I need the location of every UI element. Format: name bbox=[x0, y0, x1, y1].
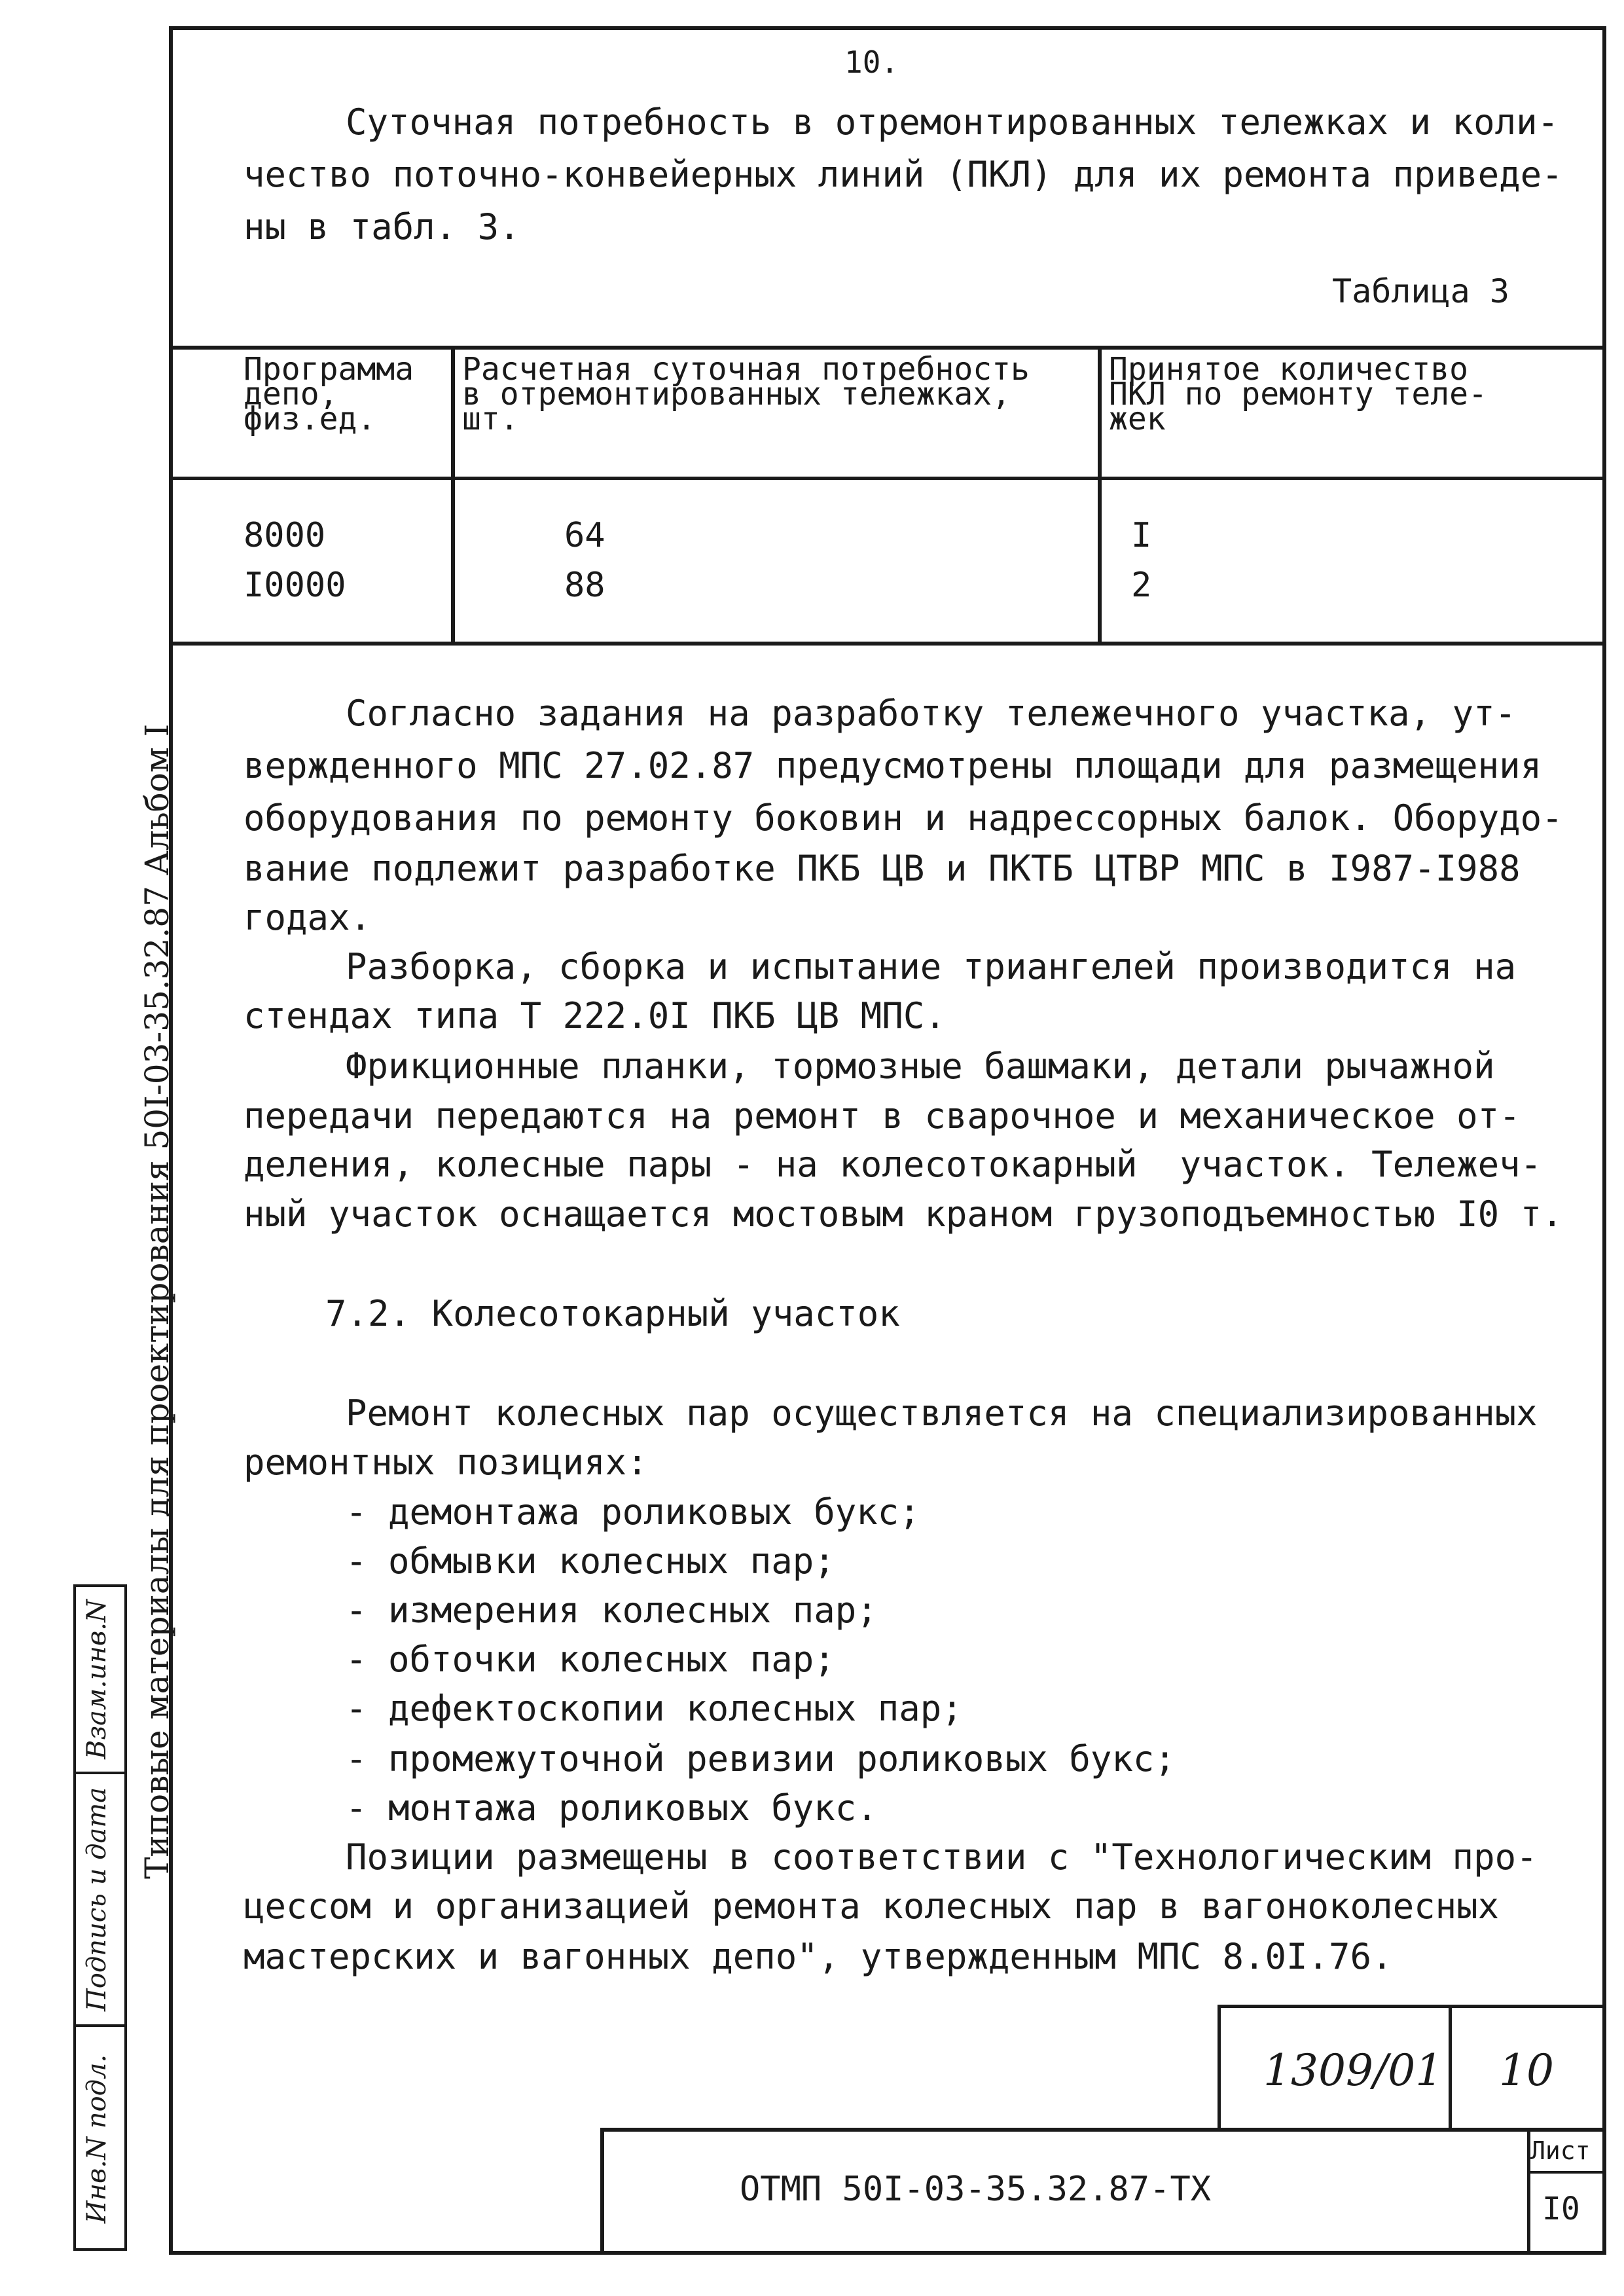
stamp-handwritten-sheet: 10 bbox=[1499, 2045, 1554, 2096]
paragraph-1-line-2: вержденного МПС 27.02.87 предусмотрены площади для размещения bbox=[244, 745, 1542, 786]
paragraph-3-line-3: деления, колесные пары - на колесотокарный участок. Тележеч- bbox=[244, 1144, 1542, 1185]
list-item: - обмывки колесных пар; bbox=[346, 1540, 835, 1582]
paragraph-1-line-4: вание подлежит разработке ПКБ ЦВ и ПКТБ ЦТВР МПС в I987-I988 bbox=[244, 848, 1521, 889]
stamp-doc-code: ОТМП 50I-03-35.32.87-ТХ bbox=[740, 2170, 1212, 2209]
paragraph-2-line-1: Разборка, сборка и испытание триангелей производится на bbox=[346, 946, 1517, 987]
stamp-sheet-label: Лист bbox=[1530, 2136, 1591, 2165]
stamp-title-border bbox=[600, 2128, 1602, 2132]
table-row-1-program: 8000 bbox=[244, 516, 326, 555]
side-text: Типовые материалы для проектирования 50I-03-35.32.87 Альбом I bbox=[138, 723, 176, 1879]
paragraph-3-line-2: передачи передаются на ремонт в сварочное и механическое от- bbox=[244, 1095, 1521, 1137]
list-item: - демонтажа роликовых букс; bbox=[346, 1491, 920, 1533]
table-row-2-program: I0000 bbox=[244, 566, 346, 605]
page-number-top: 10. bbox=[844, 45, 899, 80]
paragraph-1-line-3: оборудования по ремонту боковин и надрессорных балок. Оборудо- bbox=[244, 797, 1563, 839]
stamp-handwritten-number: 1309/01 bbox=[1263, 2045, 1443, 2096]
paragraph-5-line-1: Позиции размещены в соответствии с "Технологическим про- bbox=[346, 1836, 1538, 1878]
paragraph-5-line-3: мастерских и вагонных депо", утвержденным МПС 8.0I.76. bbox=[244, 1936, 1393, 1977]
stamp-title-left-border bbox=[600, 2128, 604, 2251]
table-row-2-lines: 2 bbox=[1131, 566, 1152, 605]
paragraph-4-line-1: Ремонт колесных пар осуществляется на специализированных bbox=[346, 1393, 1538, 1434]
table-header-program: Программа депо, физ.ед. bbox=[244, 351, 414, 437]
table-header-demand: Расчетная суточная потребность в отремонтированных тележках, шт. bbox=[462, 351, 1030, 437]
list-item: - обточки колесных пар; bbox=[346, 1639, 835, 1680]
paragraph-3-line-1: Фрикционные планки, тормозные башмаки, детали рычажной bbox=[346, 1046, 1495, 1087]
table-top-border bbox=[169, 346, 1602, 350]
table-header-separator bbox=[169, 477, 1602, 480]
intro-line-2: чество поточно-конвейерных линий (ПКЛ) для их ремонта приведе- bbox=[244, 154, 1563, 195]
paragraph-4-line-2: ремонтных позициях: bbox=[244, 1442, 648, 1483]
stamp-left-border bbox=[1218, 2005, 1221, 2129]
list-item: - промежуточной ревизии роликовых букс; bbox=[346, 1738, 1176, 1779]
stamp-top-border bbox=[1218, 2005, 1602, 2008]
paragraph-1-line-1: Согласно задания на разработку тележечного участка, ут- bbox=[346, 693, 1517, 734]
table-row-1-lines: I bbox=[1131, 516, 1152, 555]
paragraph-5-line-2: цессом и организацией ремонта колесных пар в вагоноколесных bbox=[244, 1886, 1500, 1927]
side-stamp-box-signature bbox=[73, 1772, 127, 2027]
stamp-divider bbox=[1449, 2005, 1452, 2129]
table-col-divider-1 bbox=[451, 346, 455, 646]
list-item: - измерения колесных пар; bbox=[346, 1590, 878, 1631]
stamp-sheet-number: I0 bbox=[1542, 2191, 1580, 2227]
side-stamp-label: Взам.инв.N bbox=[82, 1599, 112, 1760]
paragraph-1-line-5: годах. bbox=[244, 897, 372, 938]
section-heading: 7.2. Колесотокарный участок bbox=[325, 1293, 900, 1334]
paragraph-2-line-2: стендах типа Т 222.0I ПКБ ЦВ МПС. bbox=[244, 995, 946, 1036]
side-stamp-label: Подпись и дата bbox=[82, 1787, 112, 2012]
side-stamp-box-inventory bbox=[73, 2024, 127, 2251]
table-header-lines: Принятое количество ПКЛ по ремонту теле- жек bbox=[1109, 351, 1487, 437]
stamp-sheet-separator bbox=[1527, 2171, 1602, 2174]
table-row-2-demand: 88 bbox=[564, 566, 605, 605]
table-col-divider-2 bbox=[1098, 346, 1102, 646]
intro-line-1: Суточная потребность в отремонтированных тележках и коли- bbox=[346, 101, 1559, 143]
side-stamp-box-replacement bbox=[73, 1584, 127, 1774]
table-row-1-demand: 64 bbox=[564, 516, 605, 555]
table-caption: Таблица 3 bbox=[1332, 272, 1509, 310]
list-item: - монтажа роликовых букс. bbox=[346, 1787, 878, 1829]
list-item: - дефектоскопии колесных пар; bbox=[346, 1688, 963, 1729]
side-stamp-label: Инв.N подл. bbox=[82, 2054, 112, 2224]
table-bottom-border bbox=[169, 642, 1602, 646]
intro-line-3: ны в табл. 3. bbox=[244, 206, 520, 247]
paragraph-3-line-4: ный участок оснащается мостовым краном грузоподъемностью I0 т. bbox=[244, 1194, 1563, 1235]
